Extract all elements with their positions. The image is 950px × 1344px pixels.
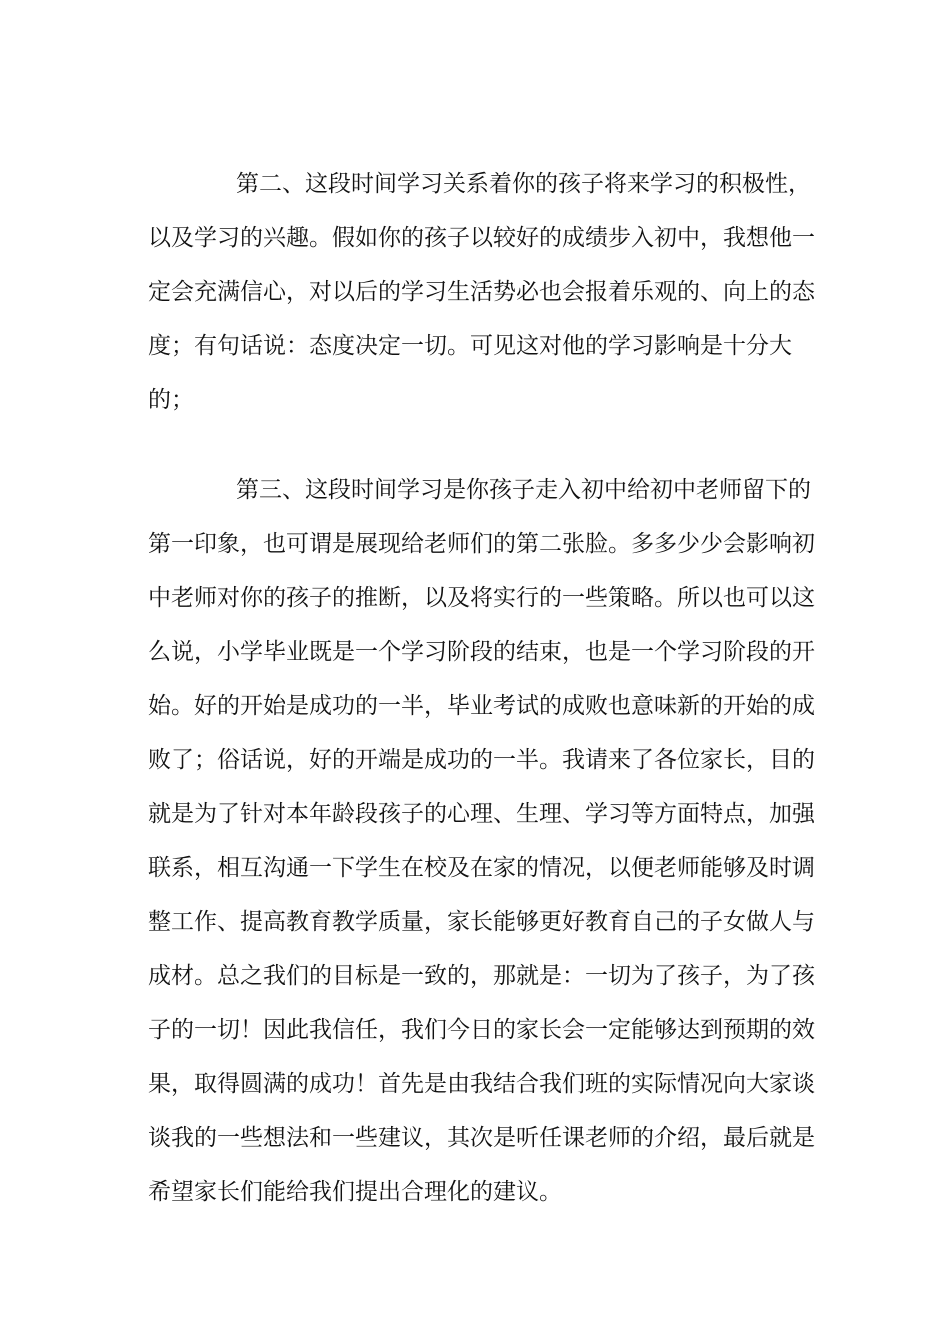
paragraph-line: 第三、这段时间学习是你孩子走入初中给初中老师留下的 xyxy=(236,477,811,503)
paragraph-line: 以及学习的兴趣。假如你的孩子以较好的成绩步入初中，我想他一 xyxy=(148,225,815,251)
paragraph-line: 整工作、提高教育教学质量，家长能够更好教育自己的子女做人与 xyxy=(148,909,815,935)
paragraph-line: 始。好的开始是成功的一半，毕业考试的成败也意味新的开始的成 xyxy=(148,693,815,719)
paragraph-line: 希望家长们能给我们提出合理化的建议。 xyxy=(148,1179,562,1205)
paragraph-line: 子的一切！因此我信任，我们今日的家长会一定能够达到预期的效 xyxy=(148,1017,815,1043)
paragraph-line: 第二、这段时间学习关系着你的孩子将来学习的积极性， xyxy=(236,171,811,197)
paragraph-line: 中老师对你的孩子的推断，以及将实行的一些策略。所以也可以这 xyxy=(148,585,815,611)
paragraph-line: 果，取得圆满的成功！首先是由我结合我们班的实际情况向大家谈 xyxy=(148,1071,815,1097)
paragraph-third-point xyxy=(148,463,815,1219)
paragraph-line: 就是为了针对本年龄段孩子的心理、生理、学习等方面特点，加强 xyxy=(148,801,815,827)
paragraph-line: 联系，相互沟通一下学生在校及在家的情况，以便老师能够及时调 xyxy=(148,855,815,881)
paragraph-second-point xyxy=(148,157,815,427)
paragraph-line: 第一印象，也可谓是展现给老师们的第二张脸。多多少少会影响初 xyxy=(148,531,815,557)
paragraph-line: 的； xyxy=(148,387,194,413)
paragraph-line: 么说，小学毕业既是一个学习阶段的结束，也是一个学习阶段的开 xyxy=(148,639,815,665)
paragraph-line: 定会充满信心，对以后的学习生活势必也会报着乐观的、向上的态 xyxy=(148,279,815,305)
paragraph-line: 败了；俗话说，好的开端是成功的一半。我请来了各位家长，目的 xyxy=(148,747,815,773)
paragraph-line: 度；有句话说：态度决定一切。可见这对他的学习影响是十分大 xyxy=(148,333,792,359)
paragraph-line: 成材。总之我们的目标是一致的，那就是：一切为了孩子，为了孩 xyxy=(148,963,815,989)
paragraph-line: 谈我的一些想法和一些建议，其次是听任课老师的介绍，最后就是 xyxy=(148,1125,815,1151)
